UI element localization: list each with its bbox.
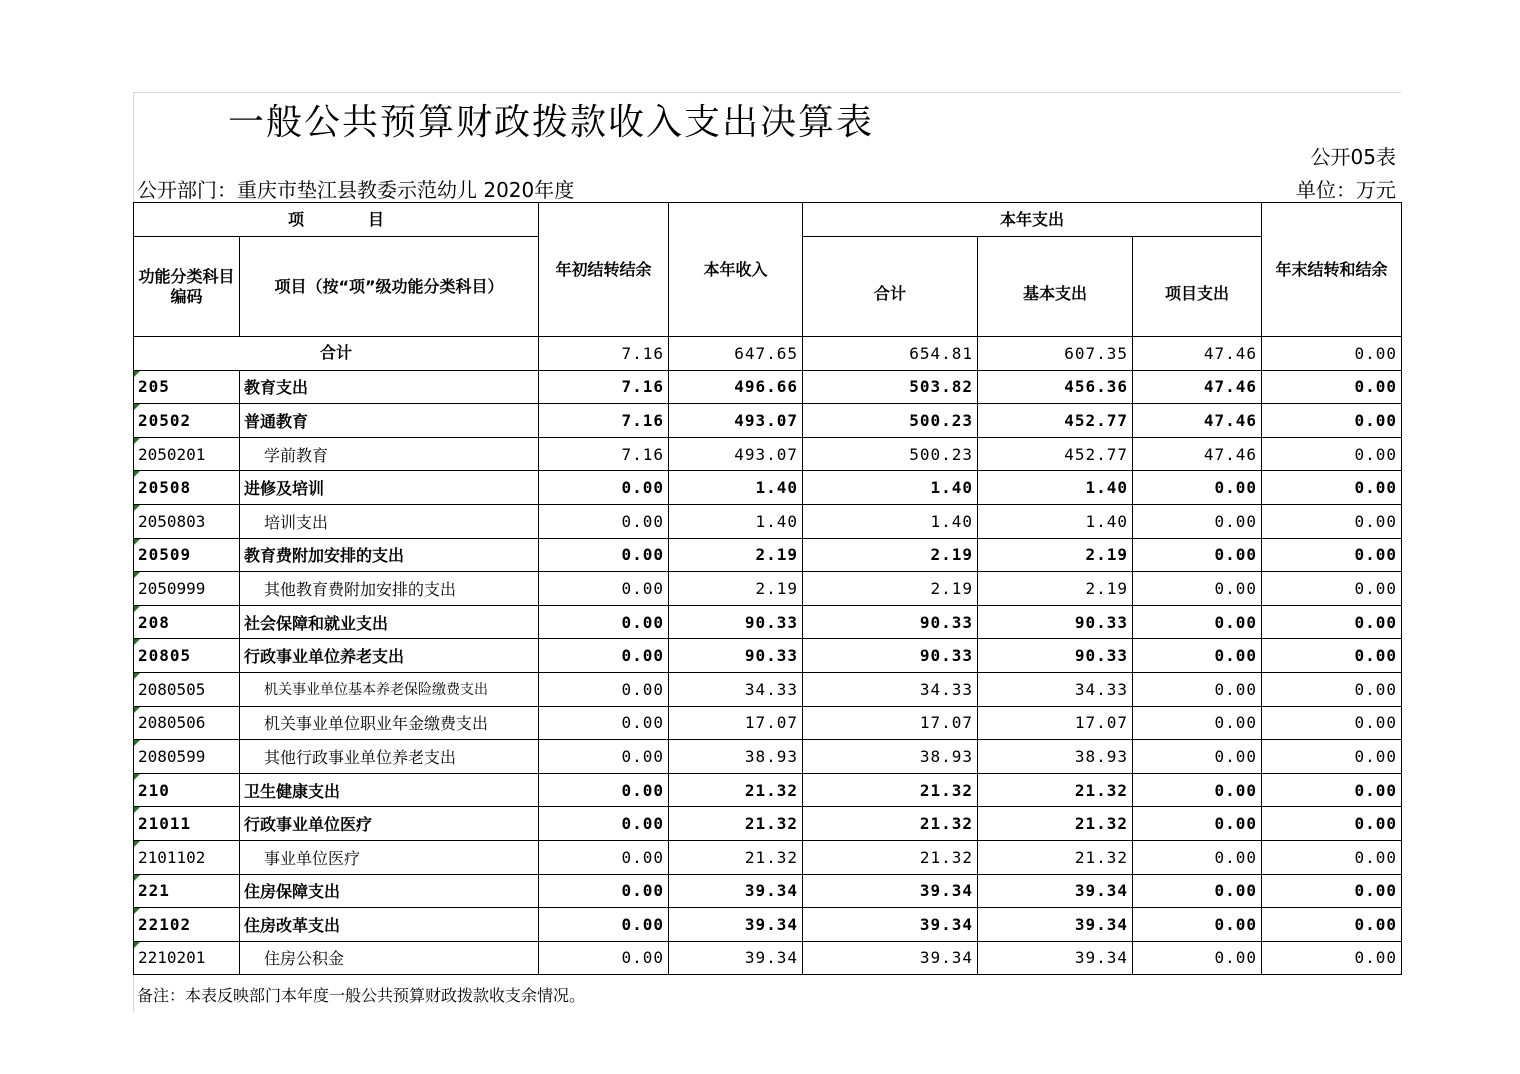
cell-marker-icon — [134, 875, 140, 881]
row-code-text: 2101102 — [138, 847, 206, 867]
row-project: 0.00 — [1133, 605, 1262, 639]
row-project: 47.46 — [1133, 404, 1262, 438]
row-expense-total: 500.23 — [803, 437, 978, 471]
row-code-text: 221 — [138, 881, 170, 901]
table-row — [134, 471, 1402, 505]
total-basic: 607.35 — [978, 337, 1133, 371]
row-income: 39.34 — [669, 874, 803, 908]
total-label: 合计 — [134, 337, 539, 371]
department-label: 公开部门：重庆市垫江县教委示范幼儿 2020年度 — [137, 178, 575, 202]
row-expense-total: 39.34 — [803, 908, 978, 942]
row-basic: 39.34 — [978, 908, 1133, 942]
row-income: 38.93 — [669, 740, 803, 774]
row-opening: 0.00 — [539, 471, 669, 505]
row-code — [134, 840, 240, 874]
row-opening: 0.00 — [539, 908, 669, 942]
header-name: 项目（按“项”级功能分类科目） — [240, 237, 539, 337]
cell-marker-icon — [134, 606, 140, 612]
row-code-text: 205 — [138, 377, 170, 397]
row-closing: 0.00 — [1262, 672, 1402, 706]
row-opening: 0.00 — [539, 941, 669, 975]
cell-marker-icon — [134, 942, 140, 948]
table-row — [134, 639, 1402, 673]
row-expense-total: 21.32 — [803, 807, 978, 841]
row-name: 行政事业单位医疗 — [240, 807, 539, 841]
row-name: 教育费附加安排的支出 — [240, 538, 539, 572]
row-name: 社会保障和就业支出 — [240, 605, 539, 639]
cell-marker-icon — [134, 707, 140, 713]
table-row — [134, 908, 1402, 942]
row-basic: 1.40 — [978, 471, 1133, 505]
row-project: 0.00 — [1133, 874, 1262, 908]
row-income: 21.32 — [669, 773, 803, 807]
row-project: 0.00 — [1133, 908, 1262, 942]
row-income: 39.34 — [669, 941, 803, 975]
row-name: 进修及培训 — [240, 471, 539, 505]
cell-marker-icon — [134, 505, 140, 511]
row-closing: 0.00 — [1262, 504, 1402, 538]
row-expense-total: 21.32 — [803, 773, 978, 807]
total-opening: 7.16 — [539, 337, 669, 371]
row-code-text: 2080599 — [138, 746, 206, 766]
row-opening: 0.00 — [539, 639, 669, 673]
row-project: 47.46 — [1133, 370, 1262, 404]
row-code — [134, 404, 240, 438]
cell-marker-icon — [134, 908, 140, 914]
row-code — [134, 572, 240, 606]
row-code — [134, 605, 240, 639]
table-row — [134, 605, 1402, 639]
row-expense-total: 90.33 — [803, 639, 978, 673]
row-opening: 0.00 — [539, 773, 669, 807]
row-opening: 0.00 — [539, 605, 669, 639]
row-code — [134, 874, 240, 908]
row-income: 493.07 — [669, 437, 803, 471]
row-income: 2.19 — [669, 538, 803, 572]
table-row — [134, 941, 1402, 975]
row-code — [134, 908, 240, 942]
row-basic: 452.77 — [978, 404, 1133, 438]
row-code-text: 20805 — [138, 646, 192, 666]
row-basic: 38.93 — [978, 740, 1133, 774]
row-income: 21.32 — [669, 840, 803, 874]
table-row — [134, 437, 1402, 471]
row-expense-total: 34.33 — [803, 672, 978, 706]
row-income: 493.07 — [669, 404, 803, 438]
row-basic: 2.19 — [978, 538, 1133, 572]
table-row — [134, 404, 1402, 438]
footnote: 备注：本表反映部门本年度一般公共预算财政拨款收支余情况。 — [137, 986, 586, 1005]
row-code-text: 2210201 — [138, 948, 206, 968]
total-project: 47.46 — [1133, 337, 1262, 371]
row-name: 机关事业单位职业年金缴费支出 — [240, 706, 539, 740]
header-income: 本年收入 — [669, 203, 803, 337]
row-project: 0.00 — [1133, 807, 1262, 841]
row-name: 事业单位医疗 — [240, 840, 539, 874]
row-closing: 0.00 — [1262, 807, 1402, 841]
row-expense-total: 21.32 — [803, 840, 978, 874]
row-code — [134, 538, 240, 572]
row-name: 教育支出 — [240, 370, 539, 404]
row-basic: 90.33 — [978, 605, 1133, 639]
row-project: 0.00 — [1133, 840, 1262, 874]
row-project: 0.00 — [1133, 504, 1262, 538]
row-basic: 34.33 — [978, 672, 1133, 706]
table-row — [134, 807, 1402, 841]
row-code-text: 20502 — [138, 410, 192, 430]
row-project: 47.46 — [1133, 437, 1262, 471]
row-income: 21.32 — [669, 807, 803, 841]
row-closing: 0.00 — [1262, 840, 1402, 874]
row-expense-total: 17.07 — [803, 706, 978, 740]
row-closing: 0.00 — [1262, 740, 1402, 774]
table-row — [134, 504, 1402, 538]
row-code — [134, 807, 240, 841]
row-code-text: 210 — [138, 780, 170, 800]
row-code-text: 20509 — [138, 545, 192, 565]
row-basic: 21.32 — [978, 807, 1133, 841]
row-income: 1.40 — [669, 471, 803, 505]
row-project: 0.00 — [1133, 639, 1262, 673]
cell-marker-icon — [134, 673, 140, 679]
row-expense-total: 1.40 — [803, 504, 978, 538]
row-name: 住房保障支出 — [240, 874, 539, 908]
header-basic-expense: 基本支出 — [978, 237, 1133, 337]
table-title: 一般公共预算财政拨款收入支出决算表 — [228, 102, 875, 143]
row-name: 培训支出 — [240, 504, 539, 538]
row-name: 其他行政事业单位养老支出 — [240, 740, 539, 774]
cell-marker-icon — [134, 471, 140, 477]
row-closing: 0.00 — [1262, 437, 1402, 471]
table-row — [134, 572, 1402, 606]
header-expense-total: 合计 — [803, 237, 978, 337]
row-closing: 0.00 — [1262, 706, 1402, 740]
row-closing: 0.00 — [1262, 572, 1402, 606]
row-name: 其他教育费附加安排的支出 — [240, 572, 539, 606]
row-closing: 0.00 — [1262, 404, 1402, 438]
row-code — [134, 639, 240, 673]
row-project: 0.00 — [1133, 672, 1262, 706]
row-project: 0.00 — [1133, 572, 1262, 606]
cell-marker-icon — [134, 371, 140, 377]
row-opening: 0.00 — [539, 672, 669, 706]
row-expense-total: 503.82 — [803, 370, 978, 404]
row-income: 90.33 — [669, 639, 803, 673]
budget-table — [133, 202, 1402, 975]
row-basic: 456.36 — [978, 370, 1133, 404]
cell-marker-icon — [134, 774, 140, 780]
row-opening: 0.00 — [539, 874, 669, 908]
row-income: 17.07 — [669, 706, 803, 740]
row-expense-total: 90.33 — [803, 605, 978, 639]
row-basic: 90.33 — [978, 639, 1133, 673]
cell-marker-icon — [134, 841, 140, 847]
row-income: 496.66 — [669, 370, 803, 404]
header-closing-balance: 年末结转和结余 — [1262, 203, 1402, 337]
sheet-top-rule — [133, 92, 1401, 93]
row-opening: 7.16 — [539, 404, 669, 438]
cell-marker-icon — [134, 438, 140, 444]
table-row — [134, 773, 1402, 807]
total-row — [134, 337, 1402, 371]
row-expense-total: 2.19 — [803, 538, 978, 572]
cell-marker-icon — [134, 740, 140, 746]
unit-label: 单位：万元 — [1296, 178, 1396, 202]
row-opening: 0.00 — [539, 504, 669, 538]
total-income: 647.65 — [669, 337, 803, 371]
row-code-text: 21011 — [138, 814, 192, 834]
row-income: 90.33 — [669, 605, 803, 639]
cell-marker-icon — [134, 639, 140, 645]
row-opening: 7.16 — [539, 370, 669, 404]
row-income: 39.34 — [669, 908, 803, 942]
cell-marker-icon — [134, 807, 140, 813]
row-project: 0.00 — [1133, 471, 1262, 505]
row-closing: 0.00 — [1262, 605, 1402, 639]
row-name: 普通教育 — [240, 404, 539, 438]
table-row — [134, 538, 1402, 572]
row-closing: 0.00 — [1262, 908, 1402, 942]
row-project: 0.00 — [1133, 706, 1262, 740]
header-project: 项 目 — [134, 203, 539, 237]
row-expense-total: 39.34 — [803, 941, 978, 975]
row-project: 0.00 — [1133, 538, 1262, 572]
row-closing: 0.00 — [1262, 471, 1402, 505]
row-closing: 0.00 — [1262, 370, 1402, 404]
row-opening: 7.16 — [539, 437, 669, 471]
row-closing: 0.00 — [1262, 639, 1402, 673]
row-code-text: 22102 — [138, 914, 192, 934]
row-expense-total: 500.23 — [803, 404, 978, 438]
row-project: 0.00 — [1133, 941, 1262, 975]
table-row — [134, 706, 1402, 740]
header-code: 功能分类科目编码 — [134, 237, 240, 337]
row-expense-total: 2.19 — [803, 572, 978, 606]
row-project: 0.00 — [1133, 773, 1262, 807]
row-opening: 0.00 — [539, 538, 669, 572]
row-code — [134, 370, 240, 404]
row-opening: 0.00 — [539, 740, 669, 774]
table-row — [134, 370, 1402, 404]
row-income: 34.33 — [669, 672, 803, 706]
row-code — [134, 773, 240, 807]
row-code — [134, 740, 240, 774]
row-name: 住房改革支出 — [240, 908, 539, 942]
row-code-text: 2050999 — [138, 578, 206, 598]
row-code — [134, 672, 240, 706]
row-basic: 39.34 — [978, 941, 1133, 975]
row-code — [134, 706, 240, 740]
table-row — [134, 740, 1402, 774]
row-basic: 2.19 — [978, 572, 1133, 606]
row-code-text: 208 — [138, 612, 170, 632]
row-code — [134, 471, 240, 505]
cell-marker-icon — [134, 539, 140, 545]
row-opening: 0.00 — [539, 572, 669, 606]
header-opening-balance: 年初结转结余 — [539, 203, 669, 337]
row-basic: 21.32 — [978, 840, 1133, 874]
row-expense-total: 38.93 — [803, 740, 978, 774]
row-closing: 0.00 — [1262, 538, 1402, 572]
row-opening: 0.00 — [539, 706, 669, 740]
table-row — [134, 840, 1402, 874]
row-basic: 452.77 — [978, 437, 1133, 471]
row-opening: 0.00 — [539, 840, 669, 874]
row-code-text: 2050803 — [138, 511, 206, 531]
row-basic: 17.07 — [978, 706, 1133, 740]
header-expense: 本年支出 — [803, 203, 1262, 237]
total-closing: 0.00 — [1262, 337, 1402, 371]
row-opening: 0.00 — [539, 807, 669, 841]
row-income: 1.40 — [669, 504, 803, 538]
row-expense-total: 1.40 — [803, 471, 978, 505]
row-basic: 39.34 — [978, 874, 1133, 908]
row-basic: 21.32 — [978, 773, 1133, 807]
row-income: 2.19 — [669, 572, 803, 606]
form-number: 公开05表 — [1310, 145, 1396, 169]
row-code-text: 20508 — [138, 478, 192, 498]
table-row — [134, 874, 1402, 908]
row-name: 住房公积金 — [240, 941, 539, 975]
row-code-text: 2080506 — [138, 713, 206, 733]
row-project: 0.00 — [1133, 740, 1262, 774]
row-name: 行政事业单位养老支出 — [240, 639, 539, 673]
row-basic: 1.40 — [978, 504, 1133, 538]
row-name: 卫生健康支出 — [240, 773, 539, 807]
total-expense: 654.81 — [803, 337, 978, 371]
row-code — [134, 941, 240, 975]
row-expense-total: 39.34 — [803, 874, 978, 908]
cell-marker-icon — [134, 572, 140, 578]
row-code — [134, 437, 240, 471]
table-row — [134, 672, 1402, 706]
row-closing: 0.00 — [1262, 941, 1402, 975]
row-code-text: 2080505 — [138, 679, 206, 699]
row-code — [134, 504, 240, 538]
row-closing: 0.00 — [1262, 773, 1402, 807]
row-name: 学前教育 — [240, 437, 539, 471]
header-project-expense: 项目支出 — [1133, 237, 1262, 337]
cell-marker-icon — [134, 404, 140, 410]
row-closing: 0.00 — [1262, 874, 1402, 908]
row-code-text: 2050201 — [138, 444, 206, 464]
row-name: 机关事业单位基本养老保险缴费支出 — [240, 672, 539, 706]
